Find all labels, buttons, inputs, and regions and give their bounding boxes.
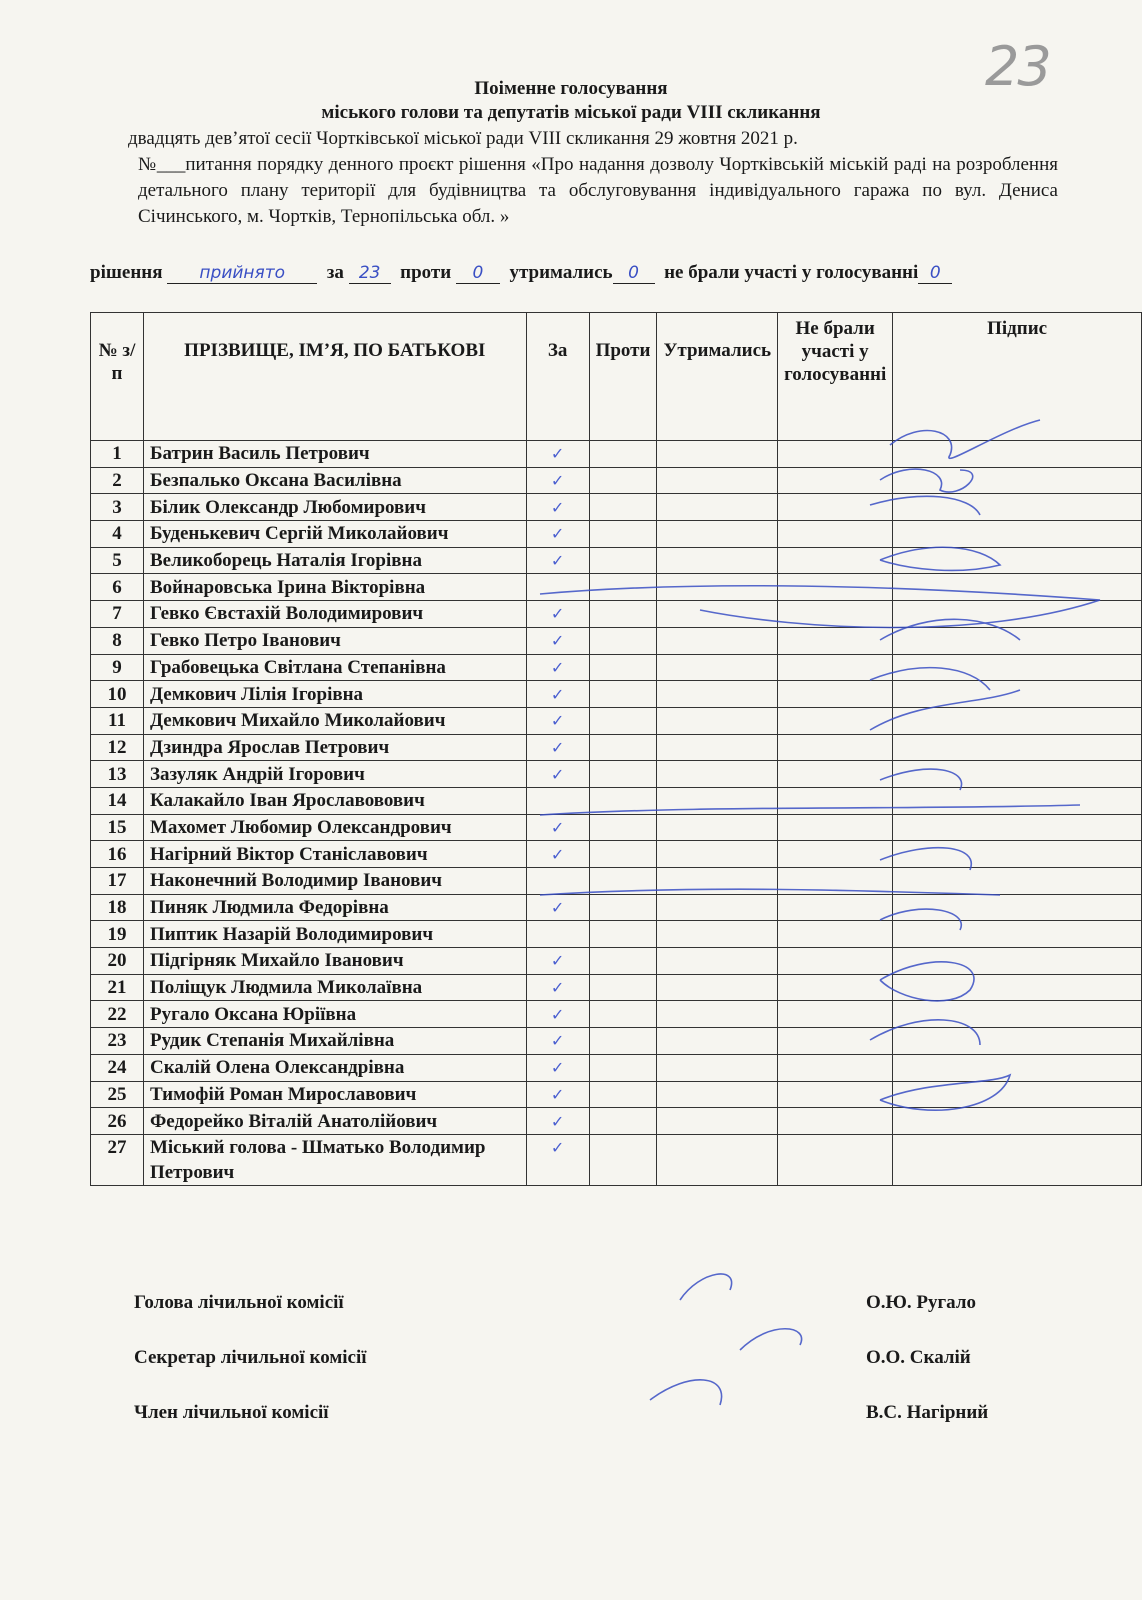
member-name: Тимофій Роман Мирославович <box>143 1081 526 1108</box>
signature-cell <box>893 841 1142 868</box>
signature-cell <box>893 1001 1142 1028</box>
signature-cell <box>893 441 1142 468</box>
table-row <box>91 601 1142 628</box>
vote-against-cell <box>589 654 657 681</box>
commission-chair-name: О.Ю. Ругало <box>866 1292 976 1313</box>
signature-cell <box>893 948 1142 975</box>
col-for: За <box>526 313 589 441</box>
vote-against-cell <box>589 974 657 1001</box>
row-number: 19 <box>91 921 144 948</box>
vote-against-cell <box>589 894 657 921</box>
row-number: 8 <box>91 627 144 654</box>
vote-not-voted-cell <box>778 1001 893 1028</box>
signature-cell <box>893 1108 1142 1135</box>
member-name: Наконечний Володимир Іванович <box>143 868 526 895</box>
member-name: Батрин Василь Петрович <box>143 441 526 468</box>
vote-abstained-cell <box>657 761 778 788</box>
signature-cell <box>893 1054 1142 1081</box>
vote-for-mark: ✓ <box>526 734 589 761</box>
vote-not-voted-cell <box>778 627 893 654</box>
vote-not-voted-cell <box>778 1054 893 1081</box>
row-number: 13 <box>91 761 144 788</box>
for-label: за <box>326 262 344 283</box>
vote-against-cell <box>589 787 657 814</box>
vote-against-cell <box>589 494 657 521</box>
vote-against-cell <box>589 761 657 788</box>
table-row <box>91 547 1142 574</box>
row-number: 1 <box>91 441 144 468</box>
vote-abstained-cell <box>657 681 778 708</box>
row-number: 14 <box>91 787 144 814</box>
vote-for-mark: ✓ <box>526 441 589 468</box>
commission-secretary-role: Секретар лічильної комісії <box>134 1347 367 1368</box>
member-name: Міський голова - Шматько Володимир Петрович <box>143 1134 526 1185</box>
vote-for-mark: ✓ <box>526 654 589 681</box>
signature-cell <box>893 521 1142 548</box>
table-row <box>91 521 1142 548</box>
vote-abstained-cell <box>657 734 778 761</box>
col-signature: Підпис <box>893 313 1142 441</box>
vote-not-voted-cell <box>778 574 893 601</box>
vote-not-voted-cell <box>778 547 893 574</box>
vote-against-cell <box>589 574 657 601</box>
vote-for-mark: ✓ <box>526 1081 589 1108</box>
table-row <box>91 1054 1142 1081</box>
vote-abstained-cell <box>657 1001 778 1028</box>
signature-cell <box>893 467 1142 494</box>
vote-not-voted-cell <box>778 734 893 761</box>
vote-for-mark: ✓ <box>526 974 589 1001</box>
row-number: 17 <box>91 868 144 895</box>
document-subtitle: міського голови та депутатів міської ради VIII скликання <box>321 102 821 123</box>
row-number: 7 <box>91 601 144 628</box>
vote-abstained-cell <box>657 787 778 814</box>
table-row <box>91 1001 1142 1028</box>
row-number: 20 <box>91 948 144 975</box>
signature-cell <box>893 707 1142 734</box>
row-number: 5 <box>91 547 144 574</box>
row-number: 3 <box>91 494 144 521</box>
row-number: 10 <box>91 681 144 708</box>
vote-abstained-cell <box>657 627 778 654</box>
vote-not-voted-cell <box>778 787 893 814</box>
col-against: Проти <box>589 313 657 441</box>
vote-for-mark: ✓ <box>526 894 589 921</box>
vote-not-voted-cell <box>778 868 893 895</box>
commission-member-name: В.С. Нагірний <box>866 1402 989 1423</box>
vote-against-cell <box>589 948 657 975</box>
row-number: 11 <box>91 707 144 734</box>
vote-not-voted-cell <box>778 654 893 681</box>
table-row <box>91 787 1142 814</box>
vote-abstained-cell <box>657 841 778 868</box>
table-row <box>91 654 1142 681</box>
vote-against-cell <box>589 1081 657 1108</box>
signature-cell <box>893 494 1142 521</box>
commission-member-role: Член лічильної комісії <box>134 1402 329 1423</box>
member-name: Гевко Євстахій Володимирович <box>143 601 526 628</box>
signature-cell <box>893 787 1142 814</box>
against-count: 0 <box>456 263 500 284</box>
vote-not-voted-cell <box>778 974 893 1001</box>
col-not-voted: Не брали участі у голосуванні <box>778 313 893 441</box>
vote-not-voted-cell <box>778 921 893 948</box>
member-name: Дзиндра Ярослав Петрович <box>143 734 526 761</box>
member-name: Буденькевич Сергій Миколайович <box>143 521 526 548</box>
signature-cell <box>893 894 1142 921</box>
table-row <box>91 894 1142 921</box>
vote-against-cell <box>589 601 657 628</box>
vote-for-mark: ✓ <box>526 761 589 788</box>
table-row <box>91 441 1142 468</box>
commission-secretary-name: О.О. Скалій <box>866 1347 971 1368</box>
vote-abstained-cell <box>657 467 778 494</box>
vote-abstained-cell <box>657 1028 778 1055</box>
document-title: Поіменне голосування <box>474 78 668 99</box>
row-number: 16 <box>91 841 144 868</box>
vote-not-voted-cell <box>778 601 893 628</box>
row-number: 12 <box>91 734 144 761</box>
vote-not-voted-cell <box>778 1081 893 1108</box>
vote-not-voted-cell <box>778 467 893 494</box>
signature-cell <box>893 1028 1142 1055</box>
vote-not-voted-cell <box>778 894 893 921</box>
row-number: 21 <box>91 974 144 1001</box>
member-name: Калакайло Іван Ярославовович <box>143 787 526 814</box>
vote-for-mark: ✓ <box>526 627 589 654</box>
commission-chair-role: Голова лічильної комісії <box>134 1292 344 1313</box>
member-name: Скалій Олена Олександрівна <box>143 1054 526 1081</box>
vote-for-mark: ✓ <box>526 601 589 628</box>
not-voted-label: не брали участі у голосуванні <box>664 262 919 283</box>
vote-against-cell <box>589 841 657 868</box>
decision-line <box>90 262 952 284</box>
vote-abstained-cell <box>657 601 778 628</box>
member-name: Демкович Михайло Миколайович <box>143 707 526 734</box>
member-name: Демкович Лілія Ігорівна <box>143 681 526 708</box>
signature-cell <box>893 734 1142 761</box>
vote-not-voted-cell <box>778 521 893 548</box>
table-row <box>91 574 1142 601</box>
signature-cell <box>893 814 1142 841</box>
signature-cell <box>893 921 1142 948</box>
member-name: Пиптик Назарій Володимирович <box>143 921 526 948</box>
not-voted-count: 0 <box>918 263 952 284</box>
abstained-label: утримались <box>509 262 613 283</box>
vote-against-cell <box>589 467 657 494</box>
vote-abstained-cell <box>657 974 778 1001</box>
vote-for-mark: ✓ <box>526 1108 589 1135</box>
member-name: Білик Олександр Любомирович <box>143 494 526 521</box>
vote-for-mark: ✓ <box>526 841 589 868</box>
signature-cell <box>893 1081 1142 1108</box>
signature-cell <box>893 868 1142 895</box>
vote-abstained-cell <box>657 574 778 601</box>
vote-against-cell <box>589 707 657 734</box>
signature-cell <box>893 627 1142 654</box>
table-row <box>91 814 1142 841</box>
against-label: проти <box>400 262 452 283</box>
vote-against-cell <box>589 1134 657 1185</box>
vote-for-mark <box>526 868 589 895</box>
vote-for-mark <box>526 921 589 948</box>
table-row <box>91 734 1142 761</box>
vote-against-cell <box>589 868 657 895</box>
vote-for-mark: ✓ <box>526 494 589 521</box>
vote-against-cell <box>589 1054 657 1081</box>
row-number: 26 <box>91 1108 144 1135</box>
vote-against-cell <box>589 814 657 841</box>
row-number: 6 <box>91 574 144 601</box>
vote-abstained-cell <box>657 814 778 841</box>
table-row <box>91 841 1142 868</box>
vote-abstained-cell <box>657 868 778 895</box>
signature-cell <box>893 974 1142 1001</box>
signature-cell <box>893 574 1142 601</box>
vote-not-voted-cell <box>778 494 893 521</box>
table-row <box>91 761 1142 788</box>
signature-cell <box>893 681 1142 708</box>
signature-cell <box>893 1134 1142 1185</box>
table-row <box>91 1134 1142 1185</box>
vote-for-mark: ✓ <box>526 547 589 574</box>
decision-value: прийнято <box>167 263 317 284</box>
vote-against-cell <box>589 681 657 708</box>
vote-against-cell <box>589 734 657 761</box>
vote-not-voted-cell <box>778 841 893 868</box>
signature-cell <box>893 601 1142 628</box>
row-number: 9 <box>91 654 144 681</box>
vote-against-cell <box>589 1001 657 1028</box>
vote-for-mark: ✓ <box>526 681 589 708</box>
vote-abstained-cell <box>657 494 778 521</box>
vote-for-mark: ✓ <box>526 1134 589 1185</box>
member-name: Безпалько Оксана Василівна <box>143 467 526 494</box>
table-row <box>91 494 1142 521</box>
signature-cell <box>893 761 1142 788</box>
table-row <box>91 681 1142 708</box>
row-number: 23 <box>91 1028 144 1055</box>
row-number: 15 <box>91 814 144 841</box>
vote-abstained-cell <box>657 921 778 948</box>
member-name: Нагірний Віктор Станіславович <box>143 841 526 868</box>
vote-not-voted-cell <box>778 707 893 734</box>
member-name: Зазуляк Андрій Ігорович <box>143 761 526 788</box>
vote-not-voted-cell <box>778 1108 893 1135</box>
vote-for-mark: ✓ <box>526 948 589 975</box>
member-name: Великоборець Наталія Ігорівна <box>143 547 526 574</box>
vote-against-cell <box>589 627 657 654</box>
member-name: Федорейко Віталій Анатолійович <box>143 1108 526 1135</box>
vote-not-voted-cell <box>778 1028 893 1055</box>
member-name: Ругало Оксана Юріївна <box>143 1001 526 1028</box>
table-row <box>91 707 1142 734</box>
vote-for-mark: ✓ <box>526 814 589 841</box>
vote-table <box>90 312 1142 1186</box>
vote-abstained-cell <box>657 1134 778 1185</box>
col-abstained: Утримались <box>657 313 778 441</box>
table-row <box>91 467 1142 494</box>
member-name: Войнаровська Ірина Вікторівна <box>143 574 526 601</box>
vote-abstained-cell <box>657 894 778 921</box>
vote-against-cell <box>589 547 657 574</box>
table-row <box>91 974 1142 1001</box>
vote-abstained-cell <box>657 441 778 468</box>
vote-for-mark: ✓ <box>526 521 589 548</box>
vote-not-voted-cell <box>778 681 893 708</box>
session-line: двадцять дев’ятої сесії Чортківської міської ради VIII скликання 29 жовтня 2021 р. <box>128 128 798 149</box>
vote-not-voted-cell <box>778 761 893 788</box>
member-name: Махомет Любомир Олександрович <box>143 814 526 841</box>
agenda-item: №___питання порядку денного проєкт рішення «Про надання дозволу Чортківській міській раді на розроблення детального плану території для будівництва та обслуговування індивідуального гаража по вул. Дениса Січинського, м. Чортків, Тернопільська обл. » <box>138 154 1058 227</box>
vote-for-mark <box>526 787 589 814</box>
table-row <box>91 1081 1142 1108</box>
vote-not-voted-cell <box>778 948 893 975</box>
vote-abstained-cell <box>657 1108 778 1135</box>
vote-for-mark: ✓ <box>526 1028 589 1055</box>
row-number: 2 <box>91 467 144 494</box>
vote-abstained-cell <box>657 521 778 548</box>
row-number: 24 <box>91 1054 144 1081</box>
vote-against-cell <box>589 1028 657 1055</box>
vote-abstained-cell <box>657 707 778 734</box>
vote-abstained-cell <box>657 1054 778 1081</box>
vote-for-mark: ✓ <box>526 707 589 734</box>
vote-against-cell <box>589 1108 657 1135</box>
member-name: Пиняк Людмила Федорівна <box>143 894 526 921</box>
vote-for-mark: ✓ <box>526 467 589 494</box>
col-name: ПРІЗВИЩЕ, ІМ’Я, ПО БАТЬКОВІ <box>143 313 526 441</box>
table-row <box>91 1108 1142 1135</box>
table-row <box>91 868 1142 895</box>
member-name: Гевко Петро Іванович <box>143 627 526 654</box>
signature-cell <box>893 547 1142 574</box>
row-number: 25 <box>91 1081 144 1108</box>
handwritten-page-number: 23 <box>985 35 1050 98</box>
member-name: Поліщук Людмила Миколаївна <box>143 974 526 1001</box>
member-name: Підгірняк Михайло Іванович <box>143 948 526 975</box>
vote-abstained-cell <box>657 654 778 681</box>
vote-not-voted-cell <box>778 441 893 468</box>
table-row <box>91 1028 1142 1055</box>
row-number: 18 <box>91 894 144 921</box>
vote-abstained-cell <box>657 1081 778 1108</box>
vote-against-cell <box>589 521 657 548</box>
member-name: Грабовецька Світлана Степанівна <box>143 654 526 681</box>
vote-abstained-cell <box>657 948 778 975</box>
abstained-count: 0 <box>613 263 655 284</box>
vote-abstained-cell <box>657 547 778 574</box>
decision-label: рішення <box>90 262 163 283</box>
table-row <box>91 921 1142 948</box>
vote-against-cell <box>589 441 657 468</box>
for-count: 23 <box>349 263 391 284</box>
signature-cell <box>893 654 1142 681</box>
row-number: 22 <box>91 1001 144 1028</box>
vote-for-mark: ✓ <box>526 1001 589 1028</box>
vote-not-voted-cell <box>778 1134 893 1185</box>
member-name: Рудик Степанія Михайлівна <box>143 1028 526 1055</box>
vote-for-mark: ✓ <box>526 1054 589 1081</box>
vote-not-voted-cell <box>778 814 893 841</box>
row-number: 4 <box>91 521 144 548</box>
vote-against-cell <box>589 921 657 948</box>
table-row <box>91 627 1142 654</box>
row-number: 27 <box>91 1134 144 1185</box>
vote-for-mark <box>526 574 589 601</box>
table-row <box>91 948 1142 975</box>
col-number: № з/п <box>91 313 144 441</box>
